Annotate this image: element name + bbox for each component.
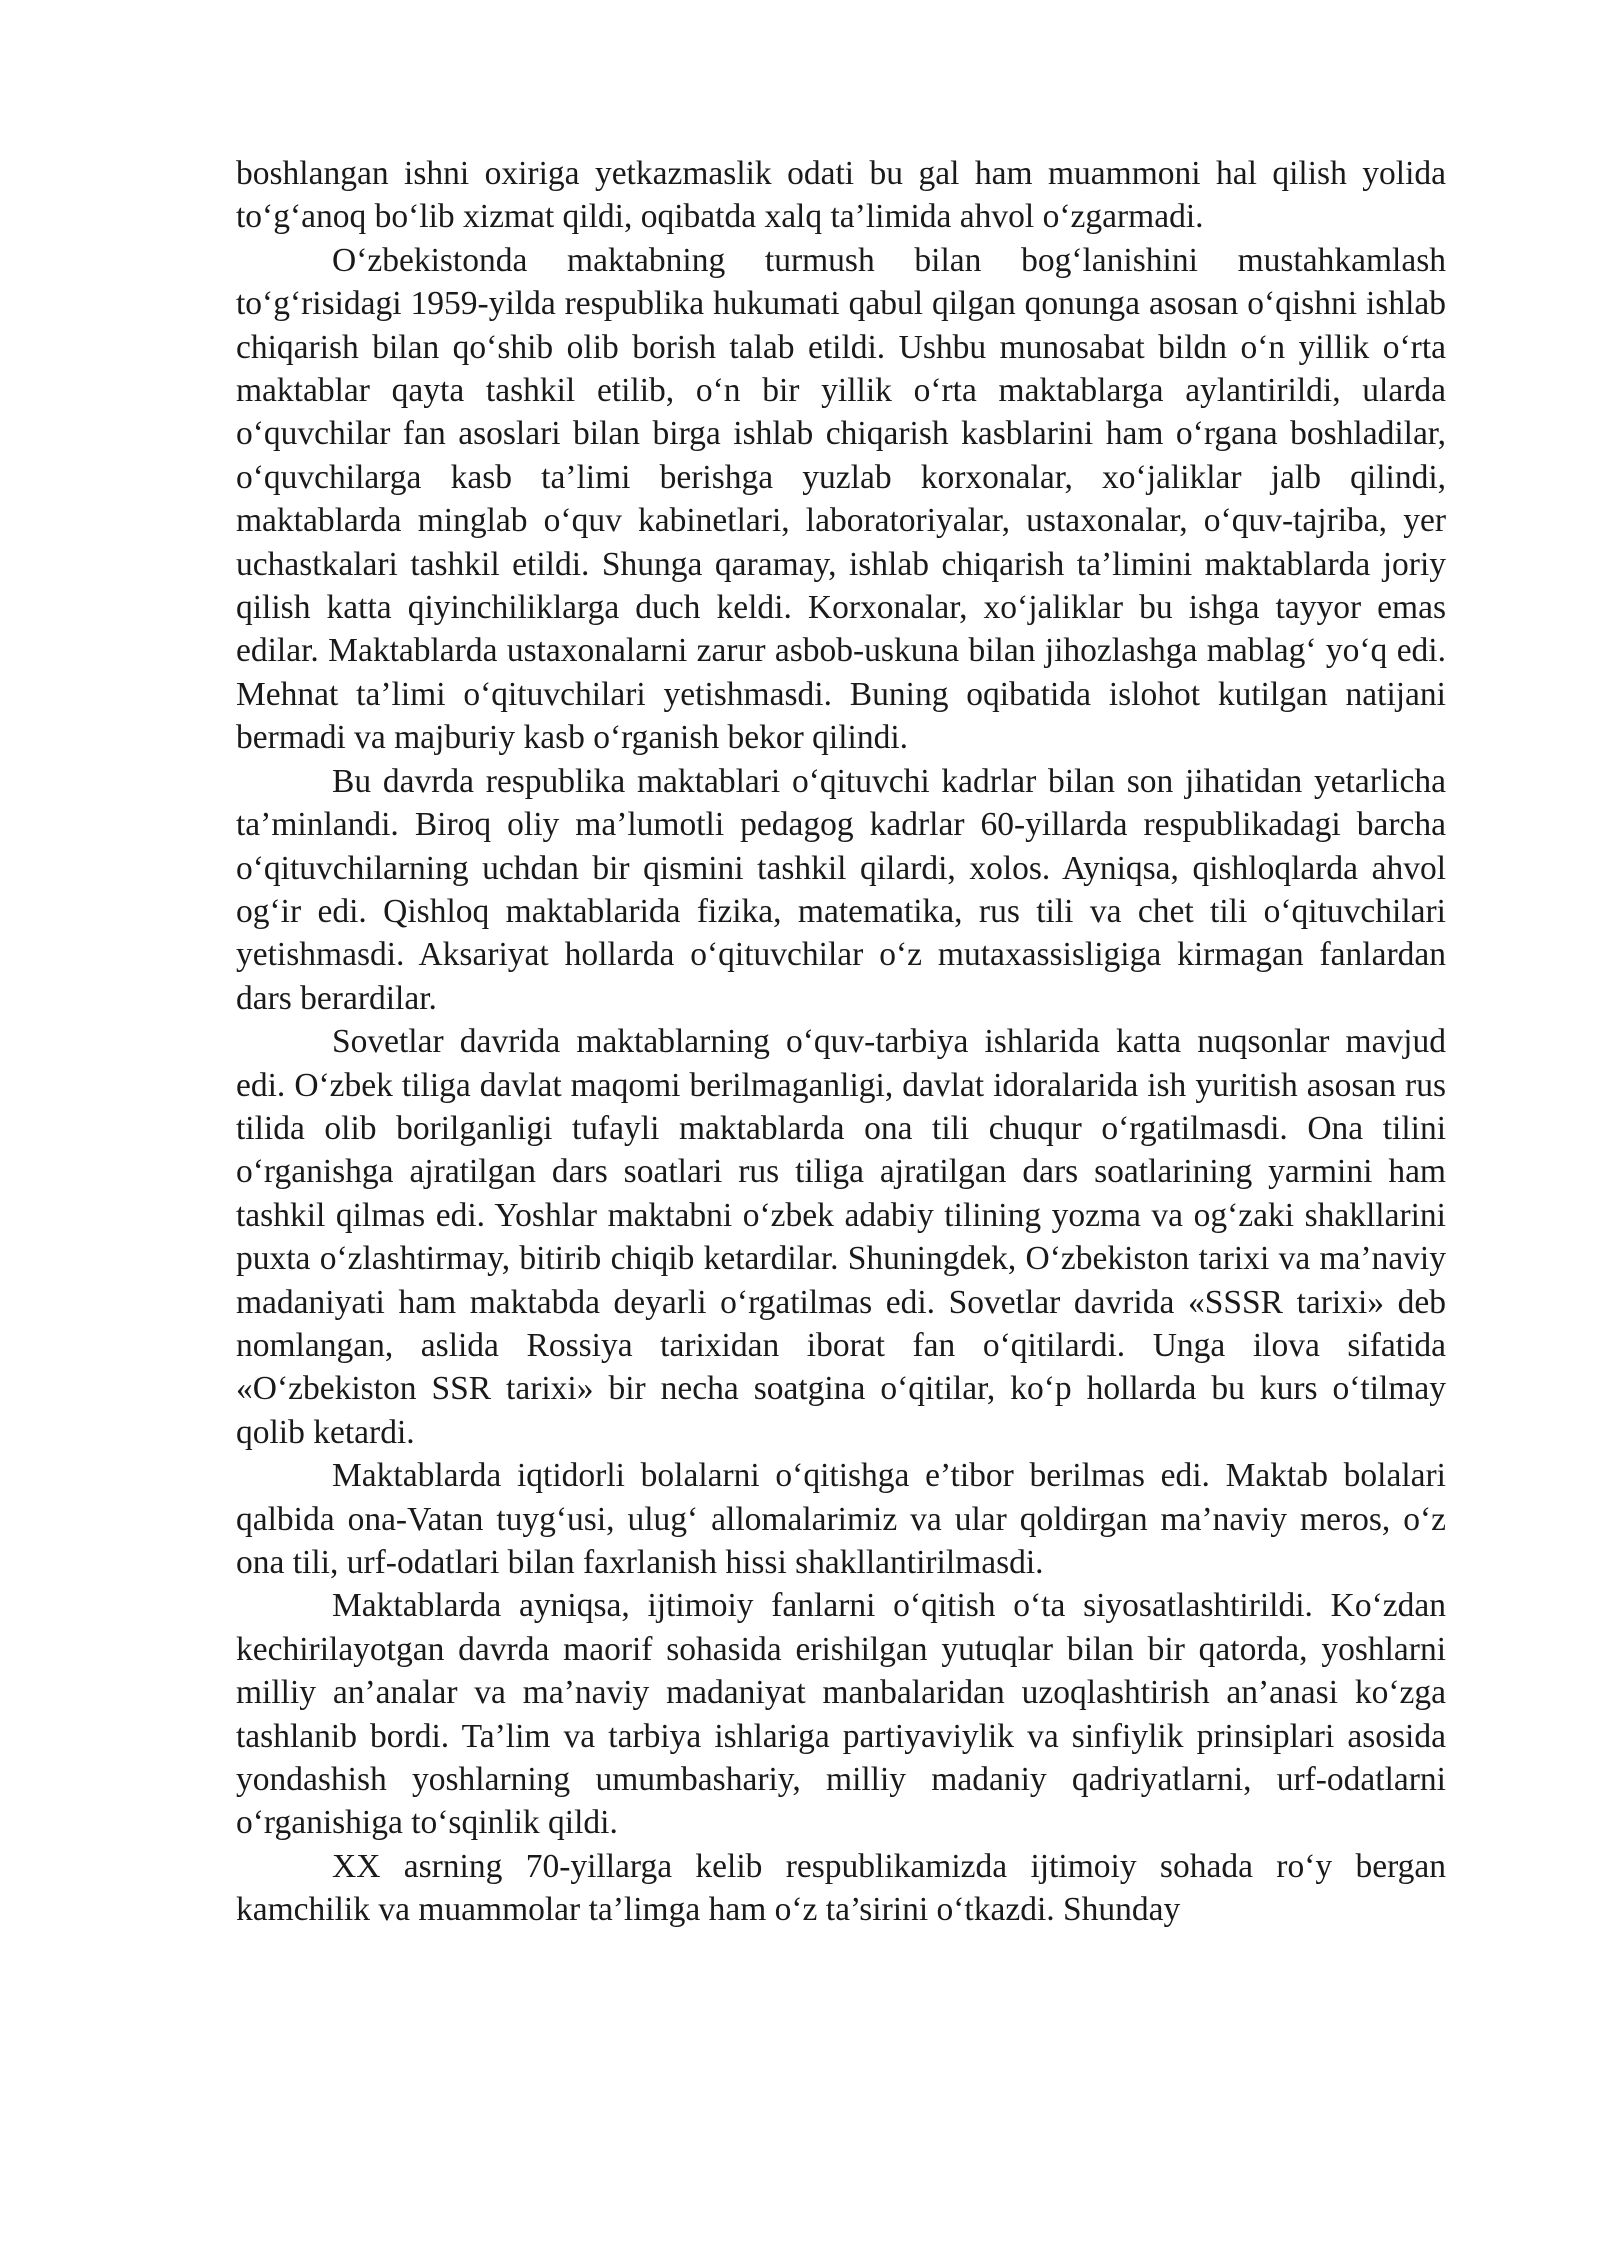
paragraph: Sovetlar davrida maktablarning o‘quv-tarbiya ishlarida katta nuqsonlar mavjud edi. O‘zbek tiliga davlat maqomi berilmaganligi, davlat idoralarida ish yuritish asosan rus tilida olib borilganligi tufayli maktablarda ona tili chuqur o‘rgatilmasdi. Ona tilini o‘rganishga ajratilgan dars soatlari rus tiliga ajratilgan dars soatlarining yarmini ham tashkil qilmas edi. Yoshlar maktabni o‘zbek adabiy tilining yozma va og‘zaki shakllarini puxta o‘zlashtirmay, bitirib chiqib ketardilar. Shuningdek, O‘zbekiston tarixi va ma’naviy madaniyati ham maktabda deyarli o‘rgatilmas edi. Sovetlar davrida «SSSR tarixi» deb nomlangan, aslida Rossiya tarixidan iborat fan o‘qitilardi. Unga ilova sifatida «O‘zbekiston SSR tarixi» bir necha soatgina o‘qitilar, ko‘p hollarda bu kurs o‘tilmay qolib ketardi. bbox=[236, 1023, 1446, 1451]
paragraph: Bu davrda respublika maktablari o‘qituvchi kadrlar bilan son jihatidan yetarlicha ta’minlandi. Biroq oliy ma’lumotli pedagog kadrlar 60-yillarda respublikadagi barcha o‘qituvchilarning uchdan bir qismini tashkil qilardi, xolos. Ayniqsa, qishloqlarda ahvol og‘ir edi. Qishloq maktablarida fizika, matematika, rus tili va chet tili o‘qituvchilari yetishmasdi. Aksariyat hollarda o‘qituvchilar o‘z mutaxassisligiga kirmagan fanlardan dars berardilar. bbox=[236, 762, 1446, 1017]
paragraph: Maktablarda ayniqsa, ijtimoiy fanlarni o‘qitish o‘ta siyosatlashtirildi. Ko‘zdan kechirilayotgan davrda maorif sohasida erishilgan yutuqlar bilan bir qatorda, yoshlarni milliy an’analar va ma’naviy madaniyat manbalaridan uzoqlashtirish an’anasi ko‘zga tashlanib bordi. Ta’lim va tarbiya ishlariga partiyaviylik va sinfiylik prinsiplari asosida yondashish yoshlarning umumbashariy, milliy madaniy qadriyatlarni, urf-odatlarni o‘rganishiga to‘sqinlik qildi. bbox=[236, 1587, 1446, 1842]
paragraph: Maktablarda iqtidorli bolalarni o‘qitishga e’tibor berilmas edi. Maktab bolalari qalbida ona-Vatan tuyg‘usi, ulug‘ allomalarimiz va ular qoldirgan ma’naviy meros, o‘z ona tili, urf-odatlari bilan faxrlanish hissi shakllantirilmasdi. bbox=[236, 1457, 1446, 1581]
document-body bbox=[236, 152, 1446, 1932]
paragraph-continuation: boshlangan ishni oxiriga yetkazmaslik odati bu gal ham muammoni hal qilish yolida to‘g‘anoq bo‘lib xizmat qildi, oqibatda xalq ta’limida ahvol o‘zgarmadi. bbox=[236, 155, 1446, 236]
paragraph: XX asrning 70-yillarga kelib respublikamizda ijtimoiy sohada ro‘y bergan kamchilik va muammolar ta’limga ham o‘z ta’sirini o‘tkazdi. Shunday bbox=[236, 1847, 1446, 1929]
paragraph: O‘zbekistonda maktabning turmush bilan bog‘lanishini mustahkamlash to‘g‘risidagi 1959-yilda respublika hukumati qabul qilgan qonunga asosan o‘qishni ishlab chiqarish bilan qo‘shib olib borish talab etildi. Ushbu munosabat bildn o‘n yillik o‘rta maktablar qayta tashkil etilib, o‘n bir yillik o‘rta maktablarga aylantirildi, ularda o‘quvchilar fan asoslari bilan birga ishlab chiqarish kasblarini ham o‘rgana boshladilar, o‘quvchilarga kasb ta’limi berishga yuzlab korxonalar, xo‘jaliklar jalb qilindi, maktablarda minglab o‘quv kabinetlari, laboratoriyalar, ustaxonalar, o‘quv-tajriba, yer uchastkalari tashkil etildi. Shunga qaramay, ishlab chiqarish ta’limini maktablarda joriy qilish katta qiyinchiliklarga duch keldi. Korxonalar, xo‘jaliklar bu ishga tayyor emas edilar. Maktablarda ustaxonalarni zarur asbob-uskuna bilan jihozlashga mablag‘ yo‘q edi. Mehnat ta’limi o‘qituvchilari yetishmasdi. Buning oqibatida islohot kutilgan natijani bermadi va majburiy kasb o‘rganish bekor qilindi. bbox=[236, 241, 1446, 757]
